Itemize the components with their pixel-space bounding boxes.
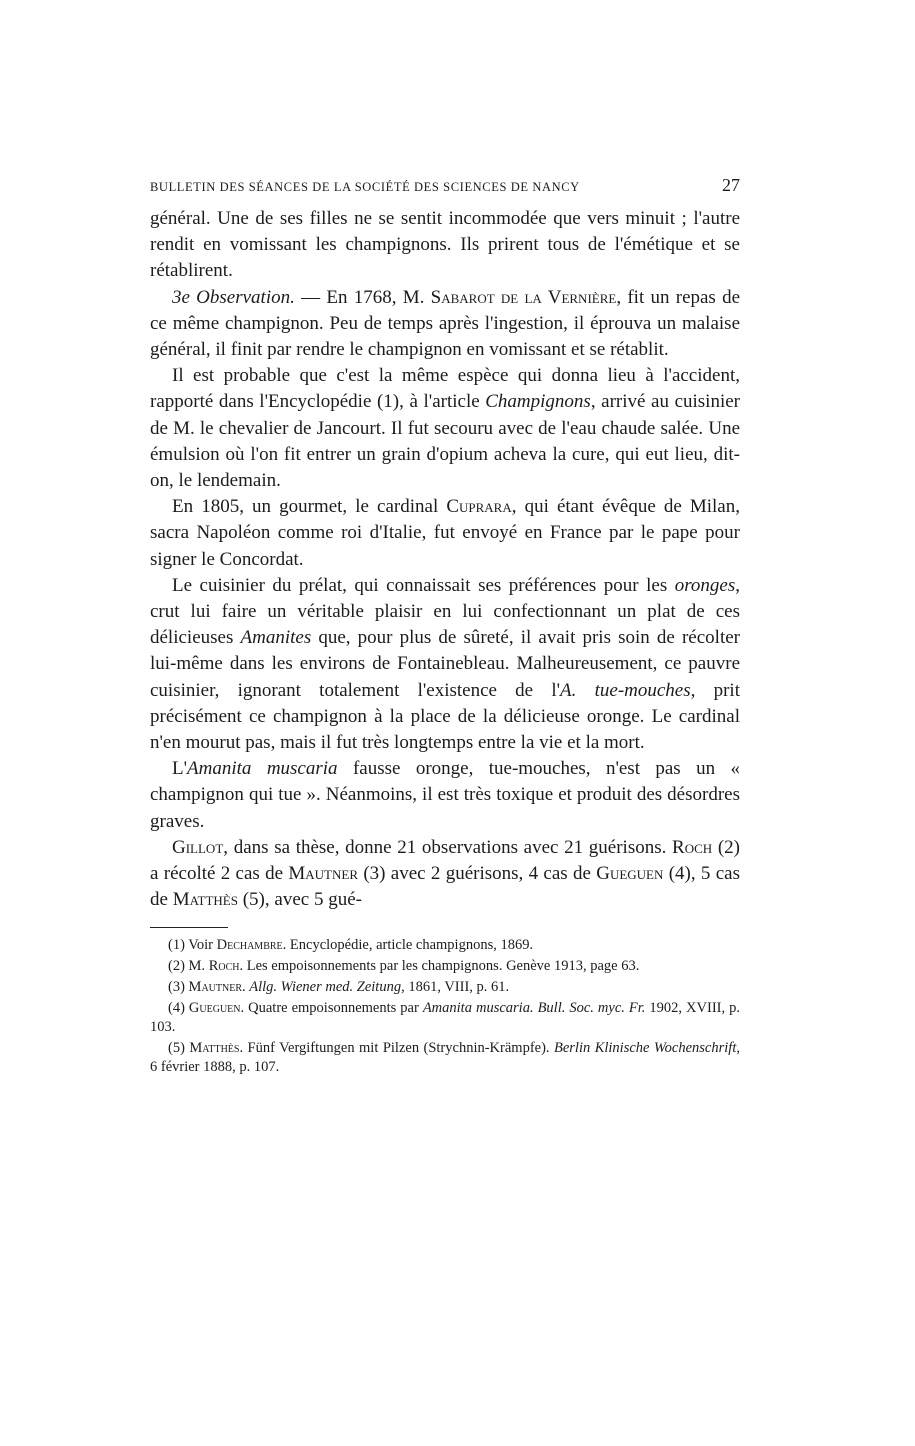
- paragraph-cardinal: En 1805, un gourmet, le cardinal Cuprara, qui étant évêque de Milan, sacra Napoléon comme roi d'Italie, fut envoyé en France par le pape pour signer le Concordat.: [150, 496, 740, 570]
- running-head: [150, 172, 740, 198]
- body-text: [150, 206, 740, 913]
- footnote-4: (4) Gueguen. Quatre empoisonnements par Amanita muscaria. Bull. Soc. myc. Fr. 1902, XVIII, p. 103.: [150, 1000, 740, 1036]
- footnote-3: (3) Mautner. Allg. Wiener med. Zeitung, 1861, VIII, p. 61.: [168, 979, 510, 996]
- species-name: Amanita muscaria: [187, 758, 338, 780]
- paragraph-encyclopedie: Il est probable que c'est la même espèce qui donna lieu à l'accident, rapporté dans l'Encyclopédie (1), à l'article Champignons, arrivé au cuisinier de M. le chevalier de Jancourt. Il fut secouru avec de l'eau chaude salée. Une émulsion où l'on fit entrer un grain d'opium acheva la cure, qui eut lieu, dit-on, le lendemain.: [150, 365, 740, 492]
- person-name: Roch: [672, 836, 713, 858]
- running-title: BULLETIN DES SÉANCES DE LA SOCIÉTÉ DES SCIENCES DE NANCY: [150, 180, 580, 194]
- footnote-divider: [150, 927, 228, 928]
- paragraph-observations: Gillot, dans sa thèse, donne 21 observations avec 21 guérisons. Roch (2) a récolté 2 cas de Mautner (3) avec 2 guérisons, 4 cas de Gueguen (4), 5 cas de Matthès (5), avec 5 gué-: [150, 836, 740, 911]
- footnote-2: (2) M. Roch. Les empoisonnements par les champignons. Genève 1913, page 63.: [168, 958, 640, 975]
- paragraph-observation-3: 3e Observation. — En 1768, M. Sabarot de la Vernière, fit un repas de ce même champignon. Peu de temps après l'ingestion, il éprouva un malaise général, il finit par rendre le champignon en vomissant et se rétablit.: [150, 286, 741, 361]
- observation-label: 3e Observation.: [172, 286, 295, 308]
- paragraph-1: général. Une de ses filles ne se sentit incommodée que vers minuit ; l'autre rendit en vomissant les champignons. Ils prirent tous de l'émétique et se rétablirent.: [150, 208, 740, 282]
- person-name: Cuprara: [446, 496, 512, 518]
- footnotes: [150, 936, 740, 1077]
- page-number: 27: [722, 175, 740, 195]
- person-name: Matthès: [172, 889, 238, 911]
- paragraph-amanita: L'Amanita muscaria fausse oronge, tue-mouches, n'est pas un « champignon qui tue ». Néanmoins, il est très toxique et produit des désordres graves.: [150, 758, 740, 832]
- person-name: Sabarot de la Vernière: [430, 286, 617, 308]
- footnote-1: (1) Voir Dechambre. Encyclopédie, article champignons, 1869.: [168, 937, 534, 954]
- person-name: Gueguen: [596, 863, 664, 885]
- person-name: Gillot: [172, 836, 224, 858]
- person-name: Mautner: [288, 863, 358, 885]
- article-title: Champignons: [485, 391, 591, 413]
- paragraph-cuisinier: Le cuisinier du prélat, qui connaissait ses préférences pour les oronges, crut lui faire un véritable plaisir en lui confectionnant un plat de ces délicieuses Amanites que, pour plus de sûreté, il avait pris soin de récolter lui-même dans les environs de Fontainebleau. Malheureusement, ce pauvre cuisinier, ignorant totalement l'existence de l'A. tue-mouches, prit précisément ce champignon à la place de la délicieuse oronge. Le cardinal n'en mourut pas, mais il fut très longtemps entre la vie et la mort.: [150, 574, 740, 754]
- document-page: [150, 172, 740, 1079]
- footnote-5: (5) Matthès. Fünf Vergiftungen mit Pilzen (Strychnin-Krämpfe). Berlin Klinische Wochenschrift, 6 février 1888, p. 107.: [150, 1040, 740, 1076]
